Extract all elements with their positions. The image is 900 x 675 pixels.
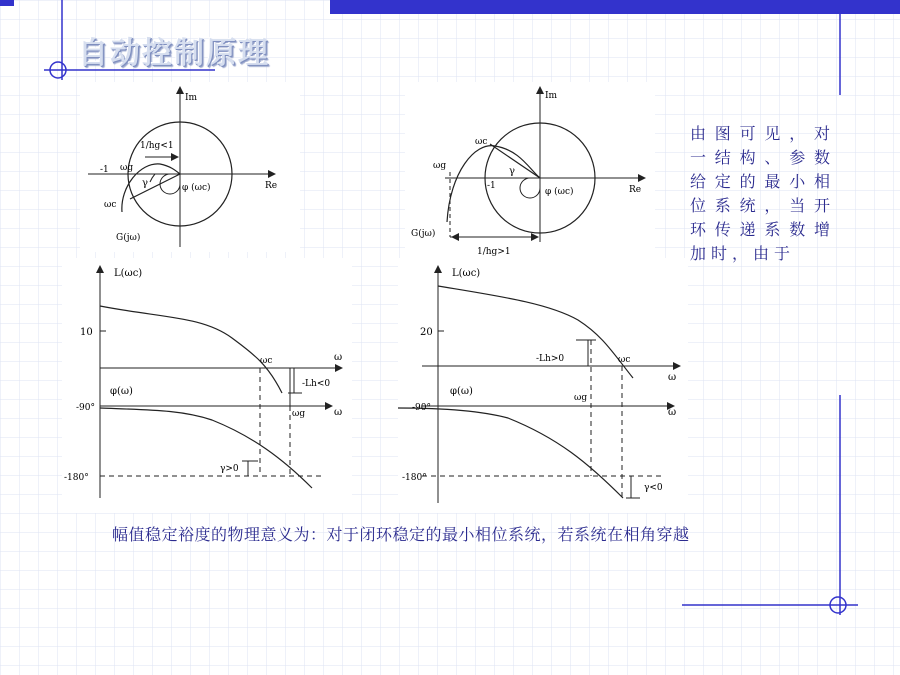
phi-label: φ (ωc): [545, 187, 574, 197]
omega-g-label: ωg: [574, 393, 588, 403]
re-label: Re: [265, 181, 278, 191]
hg-label: 1/hg>1: [477, 247, 511, 257]
tick-minus-180: -180°: [402, 473, 427, 483]
tick-minus-90: -90°: [412, 403, 431, 413]
gamma-label: γ: [142, 178, 148, 189]
hg-label: 1/hg<1: [140, 141, 174, 151]
gamma-label: γ<0: [644, 483, 663, 493]
phi-label: φ (ωc): [182, 183, 211, 193]
im-label: Im: [185, 93, 198, 103]
slide-title: 自动控制原理: [78, 36, 270, 71]
right-bode-plot: [398, 258, 688, 513]
re-label: Re: [629, 185, 642, 195]
right-nyquist-plot: [405, 82, 655, 262]
top-accent-bar: [330, 0, 900, 14]
omega-c-label: ωc: [260, 356, 273, 366]
omega-g-label: ωg: [292, 409, 306, 419]
g-label: G(jω): [116, 233, 141, 243]
omega-c-label: ωc: [618, 355, 631, 365]
magnitude-label: L(ωc): [114, 268, 143, 279]
lh-label: -Lh>0: [536, 354, 565, 364]
left-bode-plot: [62, 258, 352, 513]
omega-axis-label: ω: [334, 352, 343, 363]
side-note-text: 由图可见，对一结构、参数给定的最小相位系统，当开环传递系数增加时，由于: [690, 124, 835, 263]
phase-label: φ(ω): [110, 386, 133, 397]
omega-g-label: ωg: [120, 163, 134, 173]
magnitude-tick: 10: [80, 327, 93, 338]
im-label: Im: [545, 91, 558, 101]
tick-minus-90: -90°: [76, 403, 95, 413]
lh-label: -Lh<0: [302, 379, 331, 389]
phase-label: φ(ω): [450, 386, 473, 397]
omega-c-label: ωc: [104, 200, 117, 210]
g-label: G(jω): [411, 229, 436, 239]
tick-minus-180: -180°: [64, 473, 89, 483]
omega-axis-label-phase: ω: [334, 407, 343, 418]
omega-c-label: ωc: [475, 137, 488, 147]
magnitude-label: L(ωc): [452, 268, 481, 279]
gamma-label: γ>0: [220, 464, 239, 474]
bottom-text: 幅值稳定裕度的物理意义为：对于闭环稳定的最小相位系统，若系统在相角穿越: [112, 525, 690, 544]
magnitude-tick: 20: [420, 327, 433, 338]
minus-one-label: -1: [487, 181, 496, 191]
top-left-square: [0, 0, 14, 6]
omega-axis-label-phase: ω: [668, 407, 677, 418]
gamma-label: γ: [509, 166, 515, 177]
left-nyquist-plot: [80, 82, 300, 252]
omega-g-label: ωg: [433, 161, 447, 171]
minus-one-label: -1: [100, 165, 109, 175]
omega-axis-label: ω: [668, 372, 677, 383]
